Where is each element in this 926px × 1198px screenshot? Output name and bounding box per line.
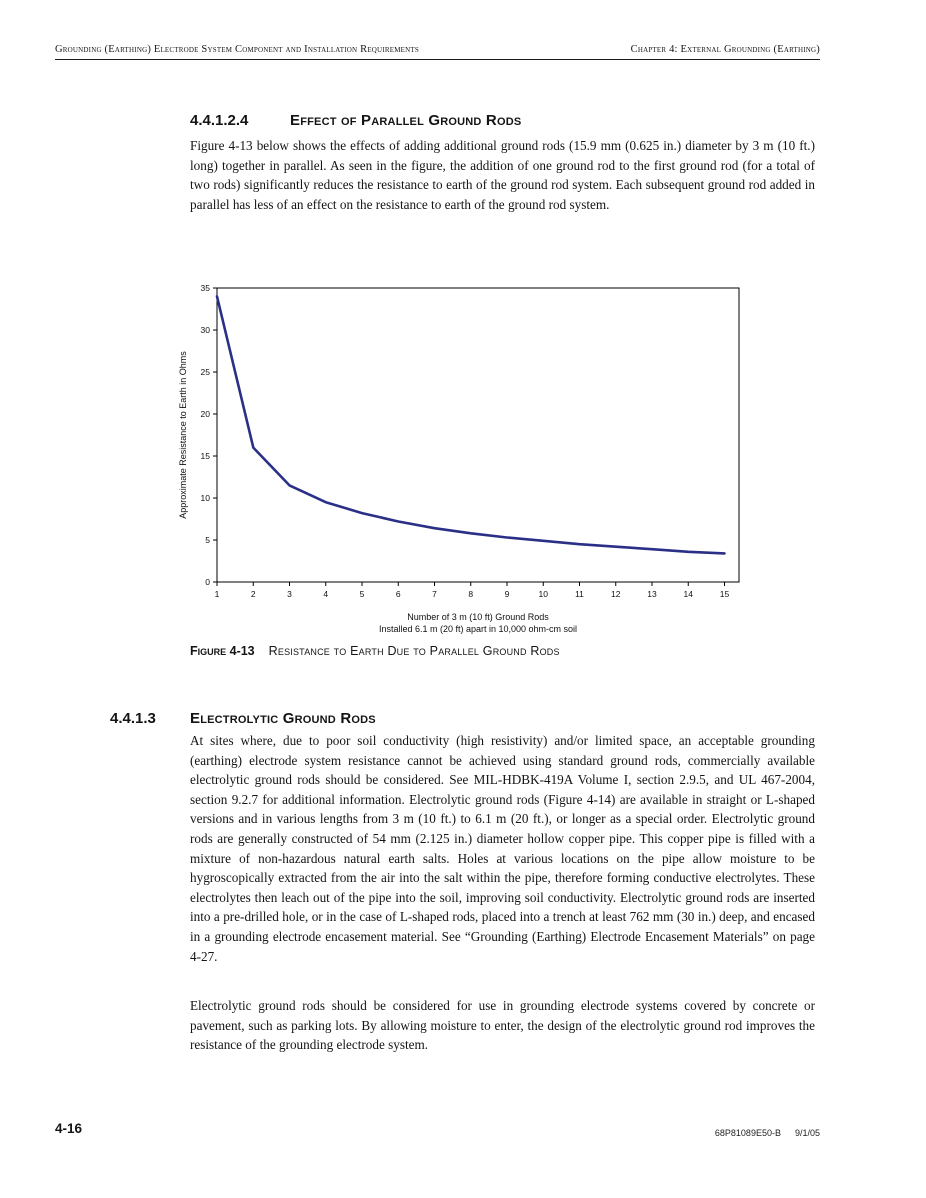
svg-text:10: 10: [538, 589, 548, 599]
footer-document-info: [715, 1128, 820, 1138]
svg-text:8: 8: [468, 589, 474, 599]
x-axis-label-line2: Installed 6.1 m (20 ft) apart in 10,000 ohm-cm soil: [378, 623, 578, 634]
section-heading-effect-parallel-ground-rods: [190, 112, 521, 129]
svg-text:10: 10: [200, 493, 210, 503]
svg-text:35: 35: [200, 283, 210, 293]
svg-text:14: 14: [683, 589, 693, 599]
footer-page-number: 4-16: [55, 1121, 83, 1136]
running-header: [55, 44, 820, 60]
section-title: Effect of Parallel Ground Rods: [290, 112, 522, 130]
running-header-right: Chapter 4: External Grounding (Earthing): [630, 44, 820, 55]
figure-caption: [190, 644, 560, 658]
figure-caption-label: Figure 4-13: [190, 644, 255, 658]
svg-text:12: 12: [611, 589, 621, 599]
x-axis-label: [217, 612, 739, 635]
paragraph-electrolytic-2: Electrolytic ground rods should be considered for use in grounding electrode systems covered by concrete or pavement, such as parking lots. By allowing moisture to enter, the design of the electrolytic ground rod improves the resistance of the grounding electrode system.: [190, 998, 815, 1053]
svg-text:9: 9: [504, 589, 510, 599]
svg-text:11: 11: [575, 589, 584, 599]
svg-text:15: 15: [719, 589, 730, 599]
svg-text:20: 20: [200, 409, 210, 419]
svg-text:15: 15: [200, 451, 210, 461]
svg-text:2: 2: [250, 589, 256, 599]
section-number: 4.4.1.3: [110, 710, 156, 728]
paragraph-effect-parallel: Figure 4-13 below shows the effects of adding additional ground rods (15.9 mm (0.625 in.) diameter by 3 m (10 ft.) long) together in parallel. As seen in the figure, the addition of one ground rod to the first ground rod (for a total of two rods) significantly reduces the resistance to earth of the ground rod system. Each subsequent ground rod added in parallel has less of an effect on the resistance to earth of the ground rod system.: [190, 138, 815, 212]
y-axis-label: Approximate Resistance to Earth in Ohms: [178, 351, 188, 519]
svg-text:1: 1: [214, 589, 220, 599]
svg-text:5: 5: [205, 535, 210, 545]
figure-caption-text: Resistance to Earth Due to Parallel Ground Rods: [268, 644, 560, 658]
section-heading-electrolytic-ground-rods: [110, 710, 376, 727]
x-axis-label-line1: Number of 3 m (10 ft) Ground Rods: [407, 612, 549, 622]
running-header-left: Grounding (Earthing) Electrode System Component and Installation Requirements: [55, 44, 419, 55]
svg-text:5: 5: [359, 589, 365, 599]
svg-text:6: 6: [395, 589, 401, 599]
footer-doc-number: 68P81089E50-B: [714, 1128, 781, 1138]
svg-text:13: 13: [647, 589, 657, 599]
svg-text:30: 30: [200, 325, 210, 335]
section-number: 4.4.1.2.4: [190, 112, 249, 130]
svg-text:7: 7: [432, 589, 437, 599]
line-chart: [191, 282, 755, 607]
svg-text:3: 3: [287, 589, 292, 599]
section-title: Electrolytic Ground Rods: [190, 710, 376, 728]
svg-text:25: 25: [200, 367, 210, 377]
chart-area: [175, 282, 750, 612]
paragraph-electrolytic-1: At sites where, due to poor soil conductivity (high resistivity) and/or limited space, an acceptable grounding (earthing) electrode system resistance cannot be achieved using standard ground rods, commercially available electrolytic ground rods should be considered. See MIL-HDBK-419A Volume I, section 2.9.5, and UL 467-2004, section 9.2.7 for additional information. Electrolytic ground rods (Figure 4-14) are available in straight or L-shaped versions and in various lengths from 3 m (10 ft.) to 6.1 m (20 ft.), or longer as a special order. Electrolytic ground rods are generally constructed of 54 mm (2.125 in.) diameter hollow copper pipe. This copper pipe is filled with a mixture of non-hazardous natural earth salts. Holes at various locations on the pipe allow moisture to be hygroscopically extracted from the air into the salt within the pipe, therefore forming conductive electrolytes. These electrolytes then leach out of the pipe into the soil, improving soil conductivity. Electrolytic ground rods are inserted into a pre-drilled hole, or in the case of L-shaped rods, placed into a trench at least 762 mm (30 in.) deep, and encased in a grounding electrode encasement material. See “Grounding (Earthing) Electrode Encasement Materials” on page 4-27.: [190, 733, 815, 964]
footer-date: 9/1/05: [794, 1128, 820, 1138]
svg-text:0: 0: [205, 577, 210, 587]
svg-text:4: 4: [323, 589, 329, 599]
figure-4-13-chart: [175, 282, 750, 635]
